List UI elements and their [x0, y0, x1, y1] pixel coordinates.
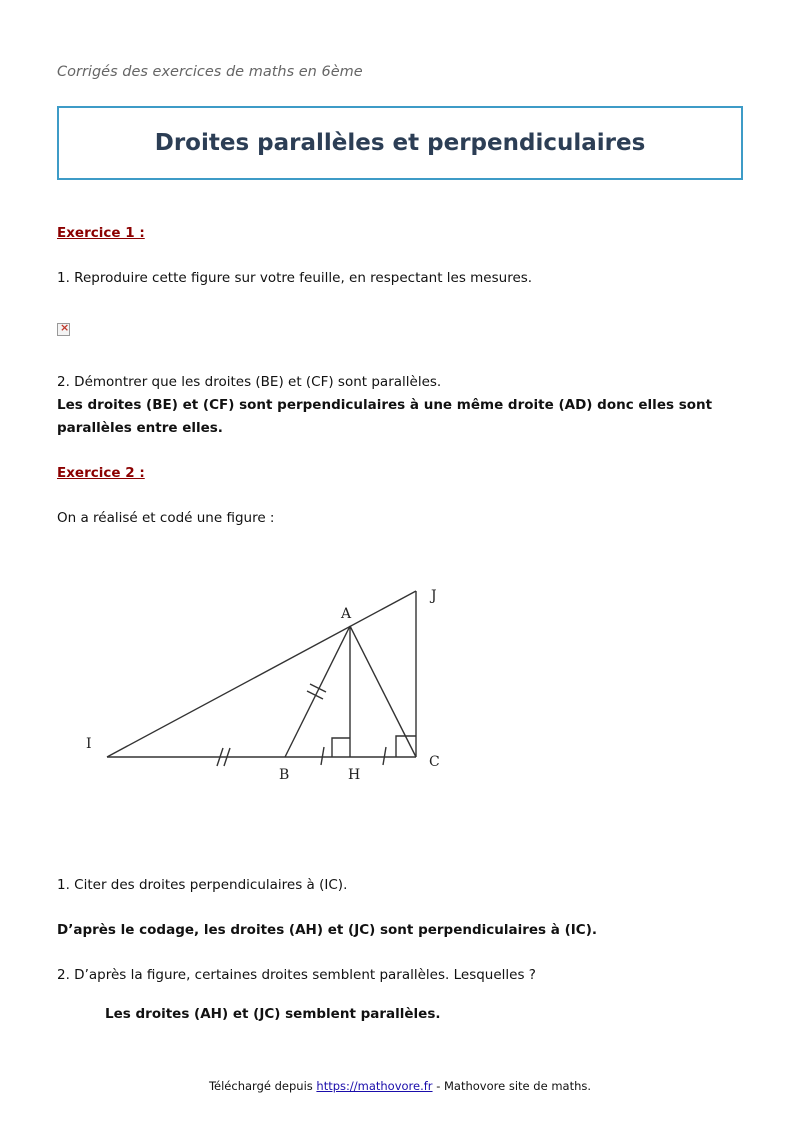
label-C: C	[429, 754, 440, 770]
exercise-1-answer-2-line-1: Les droites (BE) et (CF) sont perpendiculaires à une même droite (AD) donc elles sont	[57, 397, 713, 413]
label-J: J	[431, 588, 437, 604]
line-IJ	[107, 591, 416, 757]
exercise-2-heading: Exercice 2 :	[57, 465, 145, 481]
footer-link[interactable]: https://mathovore.fr	[316, 1079, 433, 1093]
label-I: I	[86, 736, 92, 752]
footer-suffix: - Mathovore site de maths.	[432, 1079, 592, 1093]
triangle-figure-svg	[70, 555, 460, 795]
broken-image-icon: ×	[57, 323, 70, 336]
footer-prefix: Téléchargé depuis	[208, 1079, 317, 1093]
exercise-1-answer-2-line-2: parallèles entre elles.	[57, 420, 223, 436]
right-angle-mark-H	[332, 738, 350, 757]
page-title: Droites parallèles et perpendiculaires	[154, 130, 646, 156]
label-A: A	[341, 606, 352, 622]
exercise-1-question-2: 2. Démontrer que les droites (BE) et (CF) sont parallèles.	[57, 374, 442, 390]
exercise-1-heading: Exercice 1 :	[57, 225, 145, 241]
exercise-1-question-1: 1. Reproduire cette figure sur votre feuille, en respectant les mesures.	[57, 270, 533, 286]
exercise-2-answer-2: Les droites (AH) et (JC) semblent parallèles.	[105, 1006, 441, 1022]
tick-HC	[383, 747, 386, 765]
exercise-2-answer-1: D’après le codage, les droites (AH) et (JC) sont perpendiculaires à (IC).	[57, 922, 597, 938]
exercise-2-question-2: 2. D’après la figure, certaines droites semblent parallèles. Lesquelles ?	[57, 967, 536, 983]
geometry-figure	[70, 555, 460, 799]
label-B: B	[279, 767, 290, 783]
title-box	[57, 106, 743, 180]
exercise-2-intro: On a réalisé et codé une figure :	[57, 510, 275, 526]
label-H: H	[348, 767, 361, 783]
tick-BH	[321, 747, 324, 765]
exercise-2-question-1: 1. Citer des droites perpendiculaires à (IC).	[57, 877, 348, 893]
document-subtitle: Corrigés des exercices de maths en 6ème	[57, 64, 363, 80]
segment-AC	[350, 626, 416, 757]
right-angle-mark-C	[396, 736, 416, 757]
footer	[0, 1079, 800, 1093]
